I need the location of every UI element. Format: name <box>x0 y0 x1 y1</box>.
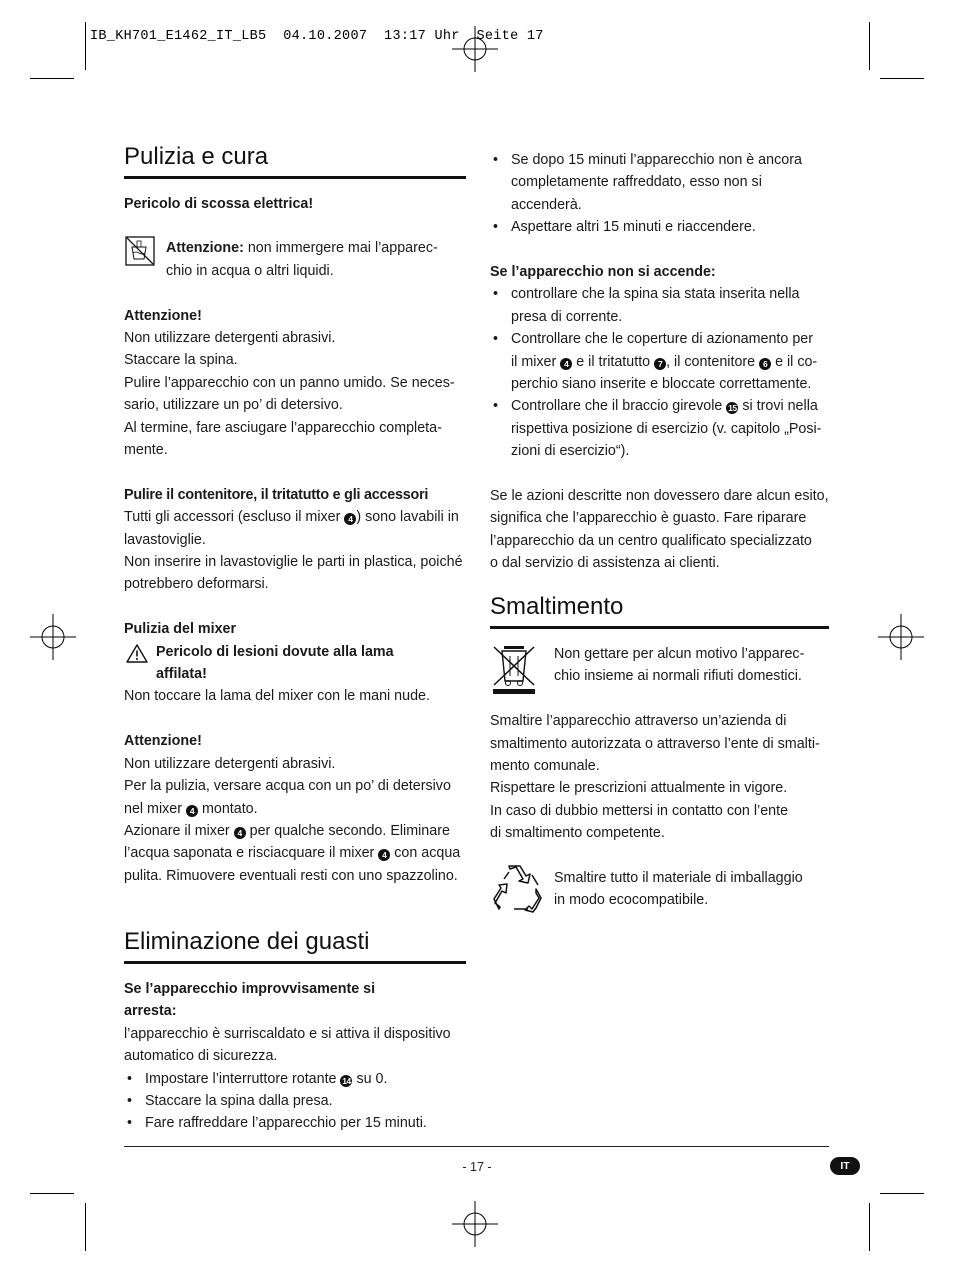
no-immersion-warning <box>124 237 466 282</box>
cleaning-line: Staccare la spina. <box>124 352 238 369</box>
disposal-line: di smaltimento competente. <box>490 825 665 842</box>
section-title-troubleshooting: Eliminazione dei guasti <box>124 927 466 964</box>
right-column <box>490 149 835 575</box>
list-item: • Aspettare altri 15 minuti e riaccendere. <box>493 219 756 236</box>
container-heading: Pulire il contenitore, il tritatutto e gli accessori <box>124 486 429 503</box>
attention-heading-2: Attenzione! <box>124 733 202 750</box>
disposal-line: smaltimento autorizzata o attraverso l’ente di smalti- <box>490 735 820 752</box>
list-item: • Fare raffreddare l’apparecchio per 15 minuti. <box>127 1115 427 1132</box>
ref-mixer-badge: 4 <box>560 358 572 370</box>
cleaning-line: mente. <box>124 442 168 459</box>
no-power-heading: Se l’apparecchio non si accende: <box>490 264 716 281</box>
ref-chopper-badge: 7 <box>654 358 666 370</box>
attention-text: non immergere mai l’apparec- <box>243 240 438 257</box>
cleaning-line: Non utilizzare detergenti abrasivi. <box>124 330 336 347</box>
mixer-text: montato. <box>197 800 258 817</box>
section-title-cleaning: Pulizia e cura <box>124 142 466 179</box>
page-number: - 17 - <box>462 1160 492 1174</box>
troubleshooting-section <box>124 927 466 1135</box>
attention-text-2: chio in acqua o altri liquidi. <box>166 262 334 279</box>
overheat-text: l’apparecchio è surriscaldato e si attiva il dispositivo <box>124 1025 451 1042</box>
failure-text: Se le azioni descritte non dovessero dare alcun esito, <box>490 488 829 505</box>
injury-heading-2: affilata! <box>156 666 207 683</box>
sudden-stop-heading: Se l’apparecchio improvvisamente si <box>124 981 376 997</box>
weee-text-2: chio insieme ai normali rifiuti domestici. <box>554 668 802 685</box>
recycle-notice <box>490 867 829 912</box>
injury-warning <box>124 641 466 686</box>
failure-text: l’apparecchio da un centro qualificato specializzato <box>490 532 812 549</box>
failure-text: o dal servizio di assistenza ai clienti. <box>490 555 720 572</box>
registration-mark-right <box>878 614 924 660</box>
mixer-text: Non utilizzare detergenti abrasivi. <box>124 755 336 772</box>
no-immersion-icon <box>124 235 156 267</box>
mixer-text: pulita. Rimuovere eventuali resti con uno spazzolino. <box>124 867 458 884</box>
mixer-text: per qualche secondo. Eliminare <box>245 822 450 839</box>
mixer-heading: Pulizia del mixer <box>124 621 237 638</box>
ref-mixer-badge: 4 <box>378 849 390 861</box>
weee-text: Non gettare per alcun motivo l’apparec- <box>554 646 805 662</box>
cooling-list <box>490 149 835 239</box>
list-item: • Staccare la spina dalla presa. <box>127 1093 333 1110</box>
injury-heading: Pericolo di lesioni dovute alla lama <box>156 643 394 660</box>
sudden-stop-heading-2: arresta: <box>124 1003 177 1020</box>
mixer-text: nel mixer <box>124 800 186 817</box>
attention-label: Attenzione: <box>166 240 244 257</box>
list-item: • Controllare che il braccio girevole 15 si trovi nella rispettiva posizione di esercizio (v. capitolo „Posi- zioni di esercizio“). <box>493 398 822 460</box>
disposal-line: mento comunale. <box>490 758 600 775</box>
container-text-end: ) sono lavabili in <box>356 509 459 526</box>
ref-mixer-badge: 4 <box>344 513 356 525</box>
registration-mark-left <box>30 614 76 660</box>
container-line: Non inserire in lavastoviglie le parti in plastica, poiché <box>124 554 463 571</box>
list-item: • Controllare che le coperture di azionamento per il mixer 4 e il tritatutto 7 , il contenitore 6 e il co- perchio siano inserite e bloccate correttamente. <box>493 331 818 393</box>
list-item: • controllare che la spina sia stata inserita nella presa di corrente. <box>493 286 800 325</box>
no-touch-text: Non toccare la lama del mixer con le mani nude. <box>124 688 430 705</box>
container-text: Tutti gli accessori (escluso il mixer <box>124 509 345 526</box>
ref-rotary-switch-badge: 14 <box>342 1075 351 1086</box>
section-title-disposal: Smaltimento <box>490 592 829 629</box>
recycle-icon <box>492 863 542 913</box>
crossed-bin-icon <box>490 643 540 695</box>
registration-mark-bottom <box>452 1201 498 1247</box>
weee-notice <box>490 643 829 688</box>
danger-heading: Pericolo di scossa elettrica! <box>124 196 314 212</box>
list-item: • Impostare l’interruttore rotante 14 su 0. <box>127 1070 388 1087</box>
disposal-line: Smaltire l’apparecchio attraverso un’azienda di <box>490 713 787 730</box>
check-list <box>490 283 835 462</box>
mixer-text: Per la pulizia, versare acqua con un po’ di detersivo <box>124 778 451 795</box>
footer-rule <box>124 1146 829 1147</box>
disposal-section <box>490 592 829 912</box>
recycle-text: Smaltire tutto il materiale di imballaggio <box>554 870 803 887</box>
print-header: IB_KH701_E1462_IT_LB5 04.10.2007 13:17 Uhr Seite 17 <box>90 29 544 44</box>
mixer-text: Azionare il mixer <box>124 822 234 839</box>
ref-mixer-badge: 4 <box>234 827 246 839</box>
ref-mixer-badge: 4 <box>186 805 198 817</box>
disposal-line: In caso di dubbio mettersi in contatto con l’ente <box>490 802 789 819</box>
trouble-steps-list <box>124 1068 466 1135</box>
list-item: • Se dopo 15 minuti l’apparecchio non è ancora completamente raffreddato, esso non si accenderà. <box>493 152 802 213</box>
attention-heading: Attenzione! <box>124 307 202 324</box>
failure-text: significa che l’apparecchio è guasto. Fare riparare <box>490 510 807 527</box>
overheat-text-2: automatico di sicurezza. <box>124 1048 278 1065</box>
left-column <box>124 142 466 887</box>
warning-triangle-icon <box>126 644 148 663</box>
cleaning-line: Pulire l’apparecchio con un panno umido. Se neces- <box>124 374 455 391</box>
container-line: lavastoviglie. <box>124 531 206 548</box>
recycle-text-2: in modo ecocompatibile. <box>554 892 709 909</box>
disposal-line: Rispettare le prescrizioni attualmente in vigore. <box>490 780 788 797</box>
mixer-text: l’acqua saponata e risciacquare il mixer <box>124 845 379 862</box>
ref-arm-badge: 15 <box>728 403 737 414</box>
ref-container-badge: 6 <box>759 358 771 370</box>
cleaning-line: sario, utilizzare un po’ di detersivo. <box>124 397 343 414</box>
cleaning-line: Al termine, fare asciugare l’apparecchio completa- <box>124 419 442 436</box>
container-line: potrebbero deformarsi. <box>124 576 269 593</box>
mixer-text: con acqua <box>390 845 461 862</box>
language-badge: IT <box>830 1157 860 1175</box>
